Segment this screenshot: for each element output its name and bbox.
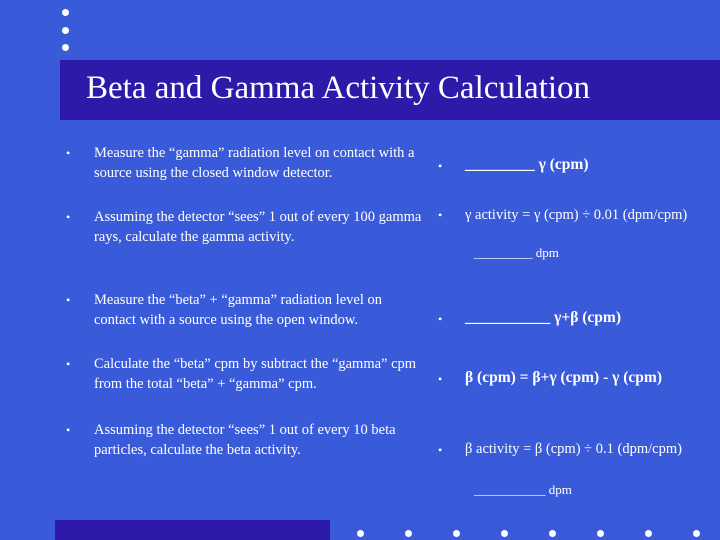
beta-dpm-blank: ___________ dpm (474, 482, 572, 497)
bullet: • (66, 357, 71, 371)
gamma-activity-formula: γ activity = γ (cpm) ÷ 0.01 (dpm/cpm) (465, 207, 688, 223)
decor-dot (62, 9, 69, 16)
decor-dot (62, 27, 69, 34)
slide-title: Beta and Gamma Activity Calculation (86, 70, 591, 106)
bullet: • (438, 372, 443, 386)
beta-activity-formula: β activity = β (cpm) ÷ 0.1 (dpm/cpm) (465, 441, 682, 457)
bullet: • (438, 312, 443, 326)
bullet: • (66, 293, 71, 307)
step-measure-gamma: Measure the “gamma” radiation level on contact with a source using the closed window detector. (94, 145, 415, 181)
decor-dot (405, 530, 412, 537)
decor-dot (645, 530, 652, 537)
bullet: • (66, 210, 71, 224)
decor-dot (501, 530, 508, 537)
decor-dot (453, 530, 460, 537)
gamma-dpm-blank: _________ dpm (474, 245, 559, 260)
bullet: • (438, 443, 443, 457)
decor-dot (597, 530, 604, 537)
decor-dot (62, 44, 69, 51)
beta-gamma-cpm-blank: ___________ γ+β (cpm) (465, 309, 621, 326)
decor-dot (357, 530, 364, 537)
gamma-cpm-blank: _________ γ (cpm) (465, 156, 589, 173)
step-measure-beta-gamma: Measure the “beta” + “gamma” radiation level on contact with a source using the open window. (94, 292, 382, 328)
decor-dot (693, 530, 700, 537)
bullet: • (438, 208, 443, 222)
decor-dot (549, 530, 556, 537)
step-calc-gamma-activity: Assuming the detector “sees” 1 out of every 100 gamma rays, calculate the gamma activity. (94, 209, 422, 245)
step-calc-beta-cpm: Calculate the “beta” cpm by subtract the “gamma” cpm from the total “beta” + “gamma” cpm. (94, 356, 417, 392)
beta-cpm-formula: β (cpm) = β+γ (cpm) - γ (cpm) (465, 369, 662, 386)
bullet: • (66, 146, 71, 160)
bullet: • (66, 423, 71, 437)
bullet: • (438, 159, 443, 173)
bottom-bar (55, 520, 330, 540)
step-calc-beta-activity: Assuming the detector “sees” 1 out of every 10 beta particles, calculate the beta activity. (94, 422, 396, 458)
